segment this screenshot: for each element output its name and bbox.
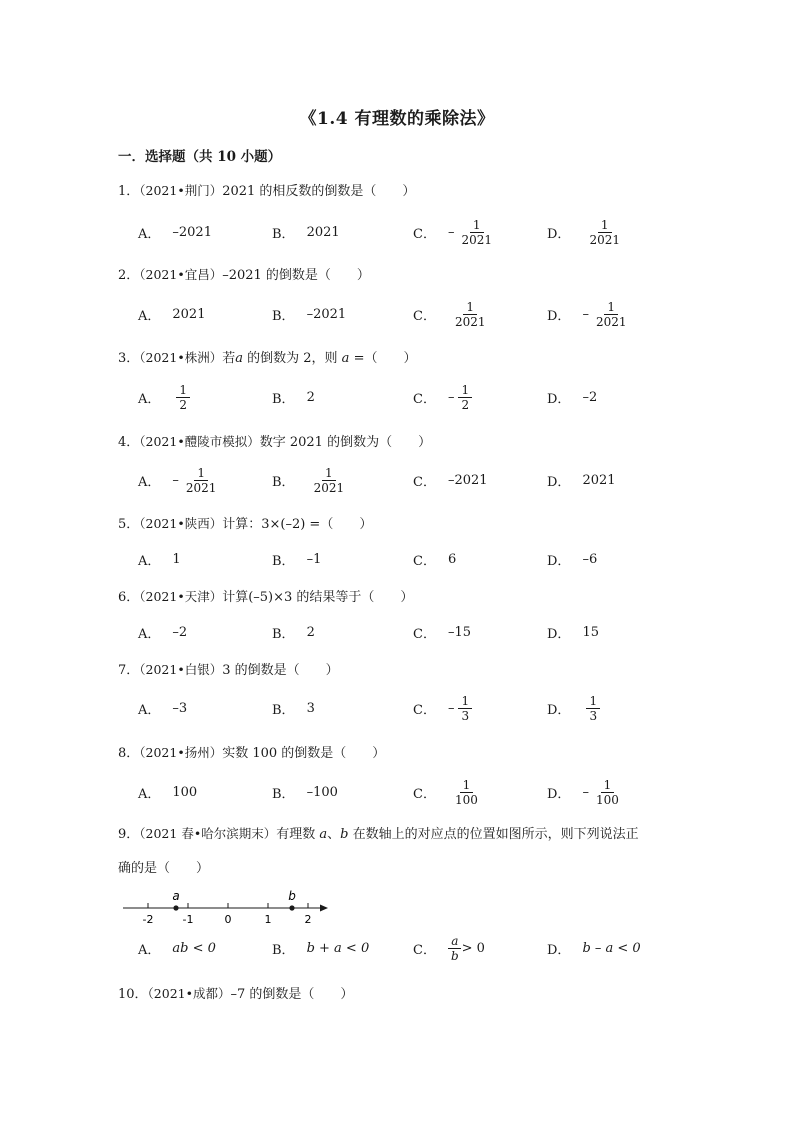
- question-source: （2021•株洲）: [139, 350, 223, 365]
- tick-group: [143, 903, 312, 926]
- fraction: $\frac{1}{2021}$: [589, 217, 620, 247]
- question-5: [118, 513, 372, 532]
- question-number: 7．: [118, 663, 140, 678]
- question-number: 3．: [118, 351, 140, 366]
- option-d[interactable]: D． b – a < 0: [547, 940, 641, 958]
- option-a[interactable]: A． ab < 0: [138, 940, 216, 958]
- question-9-line2: 确的是（ ）: [118, 861, 210, 876]
- tick-label: 0: [224, 913, 232, 926]
- option-b[interactable]: B． $\frac{1}{2021}$: [272, 460, 347, 500]
- options-5: [0, 539, 794, 579]
- option-d[interactable]: D． $\frac{1}{2021}$: [547, 212, 623, 252]
- option-c[interactable]: C． –15: [413, 624, 471, 642]
- question-7: [118, 659, 339, 678]
- question-source: （2021•陕西）: [139, 516, 223, 531]
- option-b[interactable]: B． –1: [272, 551, 322, 569]
- fraction: $\frac{1}{2021}$: [454, 299, 486, 329]
- options-2: [0, 294, 794, 334]
- question-source: （2021•天津）: [139, 589, 223, 604]
- question-number: 10．: [118, 987, 148, 1002]
- question-number: 8．: [118, 746, 140, 761]
- fraction: $\frac{1}{2021}$: [461, 217, 492, 247]
- options-6: [0, 612, 794, 652]
- option-b[interactable]: B． 2021: [272, 224, 340, 242]
- fraction: $\frac{1}{2021}$: [185, 465, 217, 495]
- fraction: $\frac{1}{2}$: [176, 383, 190, 412]
- tick-label: -1: [182, 913, 194, 926]
- question-number: 6．: [118, 590, 140, 605]
- option-a[interactable]: A． –3: [138, 700, 188, 718]
- question-number: 5．: [118, 517, 140, 532]
- fraction: $\frac{1}{2021}$: [595, 299, 627, 329]
- question-source: （2021•荆门）: [139, 183, 223, 198]
- question-4: [118, 431, 431, 450]
- page-title: 《1.4 有理数的乘除法》: [299, 109, 495, 129]
- question-stem: 实数 100 的倒数是（ ）: [222, 746, 386, 761]
- options-3: [0, 377, 794, 417]
- point-label-b: b: [288, 890, 296, 903]
- question-number: 4．: [118, 435, 140, 450]
- question-8: [118, 742, 385, 761]
- option-c[interactable]: C． 6: [413, 551, 457, 569]
- question-stem: –2021 的倒数是（ ）: [222, 268, 370, 283]
- option-d[interactable]: D． $\frac{1}{3}$: [547, 688, 600, 728]
- options-9: [0, 928, 794, 968]
- option-a[interactable]: A． 100: [138, 784, 198, 802]
- option-b[interactable]: B． 3: [272, 700, 315, 718]
- question-6: [118, 586, 413, 605]
- question-source: （2021•醴陵市模拟）: [139, 434, 260, 449]
- point-a: [173, 905, 178, 910]
- arrow-head-icon: [320, 905, 328, 912]
- option-c[interactable]: C． $\frac{a}{b}$ > 0: [413, 933, 485, 963]
- question-10: [118, 983, 353, 1002]
- option-c[interactable]: C． $\frac{1}{2021}$: [413, 294, 489, 334]
- question-source: （2021•扬州）: [139, 745, 223, 760]
- option-b[interactable]: B． –100: [272, 784, 338, 802]
- options-8: [0, 772, 794, 812]
- fraction: $\frac{1}{3}$: [586, 694, 600, 723]
- point-label-a: a: [172, 890, 180, 903]
- option-b[interactable]: B． b + a < 0: [272, 940, 370, 958]
- option-a[interactable]: A． – $\frac{1}{2021}$: [138, 460, 219, 500]
- question-3: 3．（2021•株洲）若a 的倒数为 2，则 a =（ ）: [118, 350, 417, 366]
- option-d[interactable]: D． – $\frac{1}{2021}$: [547, 294, 629, 334]
- question-number: 2．: [118, 268, 140, 283]
- option-d[interactable]: D． 2021: [547, 472, 616, 490]
- option-a[interactable]: A． 1: [138, 551, 181, 569]
- fraction: $\frac{1}{100}$: [595, 777, 619, 807]
- question-stem: 3 的倒数是（ ）: [222, 663, 339, 678]
- option-b[interactable]: B． –2021: [272, 306, 347, 324]
- options-1: [0, 212, 794, 252]
- question-9: 9．（2021 春•哈尔滨期末）有理数 a、b 在数轴上的对应点的位置如图所示，则下列说法正: [118, 826, 639, 842]
- fraction: $\frac{a}{b}$: [448, 934, 462, 963]
- option-d[interactable]: D． 15: [547, 624, 599, 642]
- option-d[interactable]: D． –6: [547, 551, 598, 569]
- tick-label: 2: [304, 913, 312, 926]
- number-line: [118, 890, 338, 930]
- option-c[interactable]: C． – $\frac{1}{3}$: [413, 688, 472, 728]
- question-stem: 计算(–5)×3 的结果等于（ ）: [222, 590, 414, 605]
- option-c[interactable]: C． – $\frac{1}{2}$: [413, 377, 472, 417]
- fraction: $\frac{1}{2}$: [458, 383, 472, 412]
- question-number: 1．: [118, 184, 140, 199]
- option-d[interactable]: D． – $\frac{1}{100}$: [547, 772, 622, 812]
- point-b: [289, 905, 294, 910]
- tick-label: 1: [264, 913, 272, 926]
- option-b[interactable]: B． 2: [272, 624, 315, 642]
- question-2: [118, 264, 370, 283]
- option-c[interactable]: C． –2021: [413, 472, 488, 490]
- question-source: （2021 春•哈尔滨期末）: [139, 826, 277, 841]
- question-stem: 数字 2021 的倒数为（ ）: [259, 435, 432, 450]
- option-a[interactable]: A． 2021: [138, 306, 206, 324]
- option-a[interactable]: A． –2021: [138, 224, 212, 242]
- question-stem: –7 的倒数是（ ）: [230, 987, 354, 1002]
- question-source: （2021•成都）: [147, 986, 231, 1001]
- question-stem: 计算：3×(–2) =（ ）: [222, 517, 373, 532]
- fraction: $\frac{1}{3}$: [458, 694, 472, 723]
- option-c[interactable]: C． $\frac{1}{100}$: [413, 772, 481, 812]
- options-7: [0, 688, 794, 728]
- question-stem: 2021 的相反数的倒数是（ ）: [222, 184, 416, 199]
- tick-label: -2: [142, 913, 154, 926]
- option-a[interactable]: A． –2: [138, 624, 188, 642]
- fraction: $\frac{1}{2021}$: [313, 465, 345, 495]
- question-1: [118, 180, 415, 199]
- section-heading: 一．选择题（共 10 小题）: [118, 149, 282, 165]
- option-a[interactable]: A． $\frac{1}{2}$: [138, 377, 190, 417]
- fraction: $\frac{1}{100}$: [454, 777, 478, 807]
- question-source: （2021•宜昌）: [139, 267, 223, 282]
- option-b[interactable]: B． 2: [272, 389, 315, 407]
- question-source: （2021•白银）: [139, 662, 223, 677]
- option-d[interactable]: D． –2: [547, 389, 598, 407]
- question-number: 9．: [118, 827, 140, 842]
- option-c[interactable]: C． – $\frac{1}{2021}$: [413, 212, 495, 252]
- options-4: [0, 460, 794, 500]
